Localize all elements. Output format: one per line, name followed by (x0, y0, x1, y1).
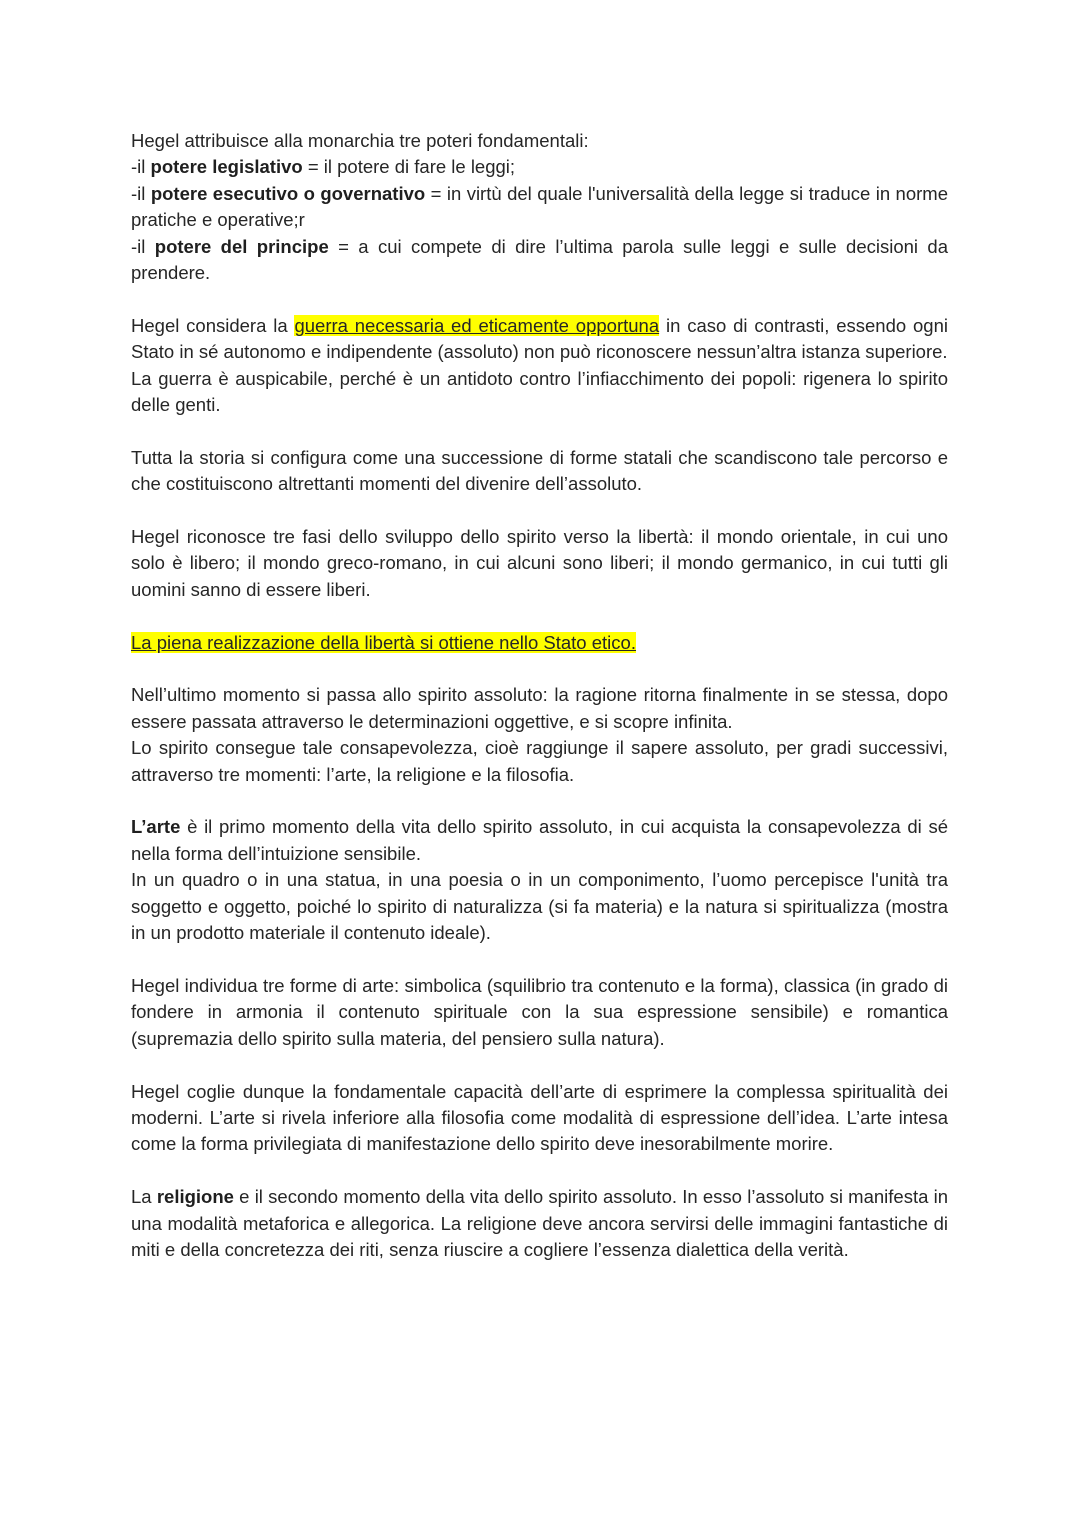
intro-line: Hegel attribuisce alla monarchia tre poteri fondamentali: (131, 130, 589, 151)
bold-term: potere esecutivo o governativo (150, 182, 426, 204)
art-example: In un quadro o in una statua, in una poesia o in un componimento, l’uomo percepisce l'unità tra soggetto e oggetto, poiché lo spirito di naturalizza (si fa materia) e la natura si spiritualizza (mostra in un prodotto materiale il contenuto ideale). (131, 869, 948, 944)
paragraph-war (131, 313, 948, 419)
list-prefix: -il (131, 156, 151, 178)
definition-text: = il potere di fare le leggi; (302, 156, 516, 178)
list-prefix: -il (131, 182, 151, 204)
power-item-legislative (131, 154, 948, 180)
paragraph-monarchy-powers (131, 128, 948, 286)
list-prefix: -il (131, 235, 155, 257)
text-run: La (131, 1186, 157, 1208)
absolute-line1: Nell’ultimo momento si passa allo spirito assoluto: la ragione ritorna finalmente in se stessa, dopo essere passata attraverso le determinazioni oggettive, e si scopre infinita. (131, 684, 948, 732)
bold-term: potere legislativo (150, 156, 303, 178)
absolute-line2: Lo spirito consegue tale consapevolezza, cioè raggiunge il sapere assoluto, per gradi successivi, attraverso tre momenti: l’arte, la religione e la filosofia. (131, 737, 948, 785)
paragraph-phases: Hegel riconosce tre fasi dello sviluppo dello spirito verso la libertà: il mondo orientale, in cui uno solo è libero; il mondo greco-romano, in cui alcuni sono liberi; il mondo germanico, in cui tutti gli uomini sanno di essere liberi. (131, 526, 948, 600)
definition-text: = in virtù del quale l'universalità della legge si traduce in norme pratiche e operative;r (131, 182, 948, 231)
document-body (131, 128, 948, 1263)
power-item-executive (131, 181, 948, 234)
bold-term: potere del principe (154, 235, 329, 257)
bold-term: religione (156, 1186, 234, 1208)
definition-text: = a cui compete di dire l’ultima parola sulle leggi e sulle decisioni da prendere. (131, 235, 948, 284)
paragraph-art (131, 814, 948, 946)
war-auspicable: La guerra è auspicabile, perché è un antidoto contro l’infiacchimento dei popoli: rigenera lo spirito delle genti. (131, 367, 948, 416)
paragraph-history: Tutta la storia si configura come una successione di forme statali che scandiscono tale percorso e che costituiscono altrettanti momenti del divenire dell’assoluto. (131, 446, 948, 495)
art-definition (131, 814, 948, 867)
text-run: in caso di contrasti, essendo ogni Stato in sé autonomo e indipendente (assoluto) non può riconoscere nessun’altra istanza superiore. (131, 314, 948, 363)
text-run: Hegel considera la (131, 314, 295, 336)
bold-term: L’arte (131, 816, 181, 838)
power-item-prince (131, 234, 948, 287)
text-run: e il secondo momento della vita dello spirito assoluto. In esso l’assoluto si manifesta in una modalità metaforica e allegorica. La religione deve ancora servirsi delle immagini fantastiche di miti e della concretezza dei riti, senza riuscire a cogliere l’essenza dialettica della verità. (131, 1186, 949, 1260)
highlighted-text: La piena realizzazione della libertà si ottiene nello Stato etico. (131, 631, 636, 653)
paragraph-religion (131, 1184, 948, 1263)
highlighted-text: guerra necessaria ed eticamente opportuna (294, 314, 660, 336)
paragraph-absolute-spirit (131, 682, 948, 788)
paragraph-freedom (131, 630, 948, 656)
text-run: è il primo momento della vita dello spirito assoluto, in cui acquista la consapevolezza di sé nella forma dell’intuizione sensibile. (131, 816, 948, 864)
war-sentence (131, 313, 948, 366)
paragraph-art-end: Hegel coglie dunque la fondamentale capacità dell’arte di esprimere la complessa spiritualità dei moderni. L’arte si rivela inferiore alla filosofia come modalità di espressione dell’idea. L’arte intesa come la forma privilegiata di manifestazione dello spirito deve inesorabilmente morire. (131, 1080, 948, 1155)
paragraph-art-forms: Hegel individua tre forme di arte: simbolica (squilibrio tra contenuto e la forma), classica (in grado di fondere in armonia il contenuto spirituale con la sua espressione sensibile) e romantica (supremazia dello spirito sulla materia, del pensiero sulla natura). (131, 974, 948, 1049)
